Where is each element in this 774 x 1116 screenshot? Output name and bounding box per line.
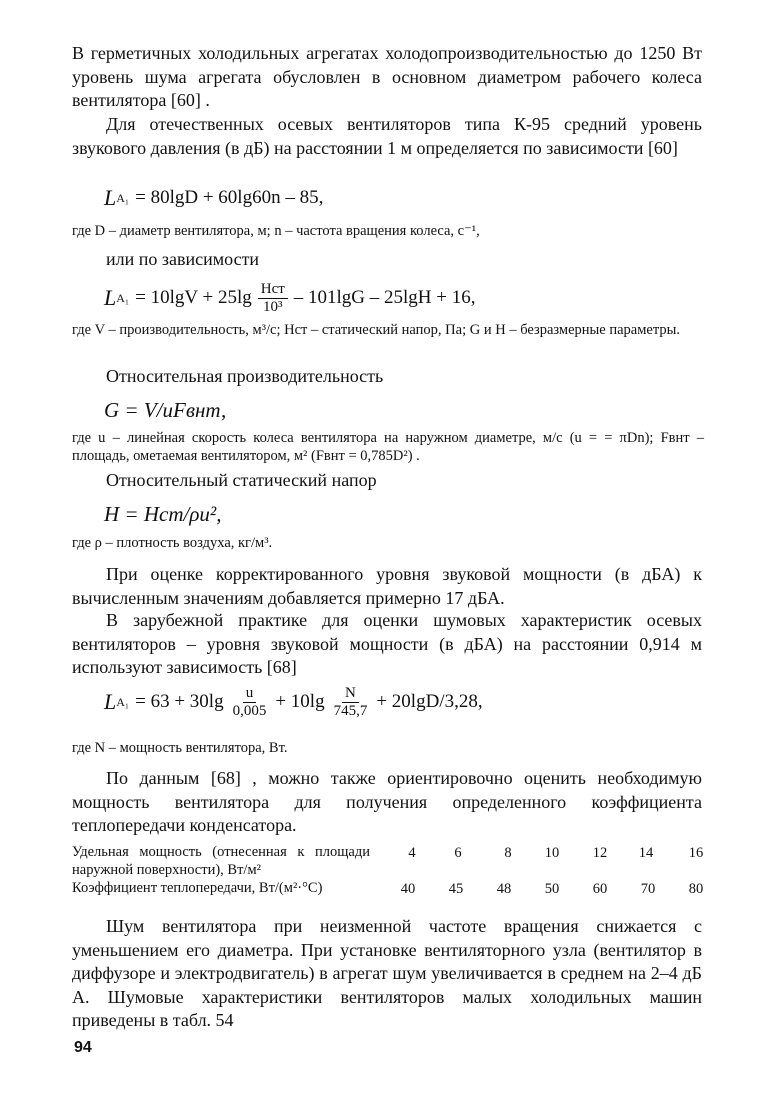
formula-5-part-c: + 20lgD/3,28, <box>376 691 483 712</box>
formula-2-part-a: = 10lgV + 25lg <box>135 287 252 308</box>
paragraph-intro: В герметичных холодильных агрегатах холодопроизводительностью до 1250 Вт уровень шума агрегата обусловлен в основном диаметром рабочего колеса вентилятора [60] . <box>72 43 702 110</box>
formula-4-text: H = Hст/ρu², <box>104 501 222 526</box>
formula-5-sub: A₁ <box>116 694 130 709</box>
paragraph-correction: При оценке корректированного уровня звуковой мощности (в дБА) к вычисленным значениям добавляется примерно 17 дБА. <box>72 564 702 608</box>
definition-3: где u – линейная скорость колеса вентилятора на наружном диаметре, м/с (u = = πDn); Fвнт – площадь, ометаемая вентилятором, м² (Fвнт = 0,785D²) . <box>72 430 704 464</box>
formula-5-lhs: L <box>104 689 117 714</box>
page-number: 94 <box>74 1039 92 1056</box>
table-cell: 60 <box>592 881 608 897</box>
table-row <box>72 880 708 916</box>
definition-2: где V – производительность, м³/с; Hст – статический напор, Па; G и H – безразмерные параметры. <box>72 322 680 338</box>
table-cell: 70 <box>640 881 656 897</box>
formula-5-part-b: + 10lg <box>275 691 325 712</box>
table-row <box>72 844 708 880</box>
formula-5 <box>104 680 483 724</box>
formula-2 <box>104 276 476 320</box>
table-cell: 4 <box>408 845 416 861</box>
paragraph-noise-diameter: Шум вентилятора при неизменной частоте вращения снижается с уменьшением его диаметра. При установке вентиляторного узла (вентилятор в диффузоре и электродвигатель) в агрегат шум увеличивается в среднем на 2–4 дБ А. Шумовые характеристики вентиляторов малых холодильных машин приведены в табл. 54 <box>72 916 702 1030</box>
formula-1-rhs: = 80lgD + 60lg60n – 85, <box>135 187 324 208</box>
table-row-label: Коэффициент теплопередачи, Вт/(м²·°С) <box>72 880 323 896</box>
formula-5-denominator-1: 0,005 <box>232 702 267 719</box>
text-relative-performance: Относительная производительность <box>106 366 384 386</box>
definition-5: где N – мощность вентилятора, Вт. <box>72 740 288 756</box>
formula-2-numerator: Hст <box>258 281 288 299</box>
paragraph-foreign: В зарубежной практике для оценки шумовых характеристик осевых вентиляторов – уровня звуковой мощности (в дБА) на расстоянии 0,914 м используют зависимость [68] <box>72 610 702 677</box>
formula-5-part-a: = 63 + 30lg <box>135 691 224 712</box>
formula-5-numerator-2: N <box>342 685 359 703</box>
formula-2-sub: A₁ <box>116 290 130 305</box>
table-cell: 40 <box>400 881 416 897</box>
table-cell: 80 <box>688 881 704 897</box>
definition-4: где ρ – плотность воздуха, кг/м³. <box>72 535 273 551</box>
formula-5-fraction-2 <box>331 685 371 720</box>
table-cell: 8 <box>504 845 512 861</box>
formula-1-lhs: L <box>104 185 117 210</box>
paragraph-power-estimate: По данным [68] , можно также ориентировочно оценить необходимую мощность вентилятора для получения определенного коэффициента теплопередачи конденсатора. <box>72 768 702 835</box>
table-cell: 10 <box>544 845 560 861</box>
formula-2-lhs: L <box>104 285 117 310</box>
formula-4 <box>104 492 221 536</box>
formula-2-part-b: – 101lgG – 25lgH + 16, <box>293 287 476 308</box>
formula-2-denominator: 10³ <box>263 298 283 315</box>
formula-1-sub: A₁ <box>116 190 130 205</box>
definition-1: где D – диаметр вентилятора, м; n – частота вращения колеса, с⁻¹, <box>72 223 480 239</box>
table-cell: 6 <box>454 845 462 861</box>
table-cell: 48 <box>496 881 512 897</box>
formula-3 <box>104 388 226 432</box>
table-cell: 50 <box>544 881 560 897</box>
table-cell: 12 <box>592 845 608 861</box>
table-cell: 45 <box>448 881 464 897</box>
text-or: или по зависимости <box>106 249 260 269</box>
formula-5-numerator-1: u <box>243 685 257 703</box>
paragraph-k95: Для отечественных осевых вентиляторов типа К-95 средний уровень звукового давления (в дБ) на расстоянии 1 м определяется по зависимости [60] <box>72 114 702 158</box>
formula-3-text: G = V/uFвнт, <box>104 397 227 422</box>
formula-2-fraction <box>258 281 288 316</box>
table-cell: 16 <box>688 845 704 861</box>
table-row-label: Удельная мощность (отнесенная к площади наружной поверхности), Вт/м² <box>72 844 370 878</box>
formula-1 <box>104 176 323 220</box>
text-relative-head: Относительный статический напор <box>106 470 377 490</box>
table-cell: 14 <box>638 845 654 861</box>
formula-5-denominator-2: 745,7 <box>333 702 368 719</box>
power-heat-transfer-table <box>72 844 708 916</box>
formula-5-fraction-1 <box>230 685 270 720</box>
